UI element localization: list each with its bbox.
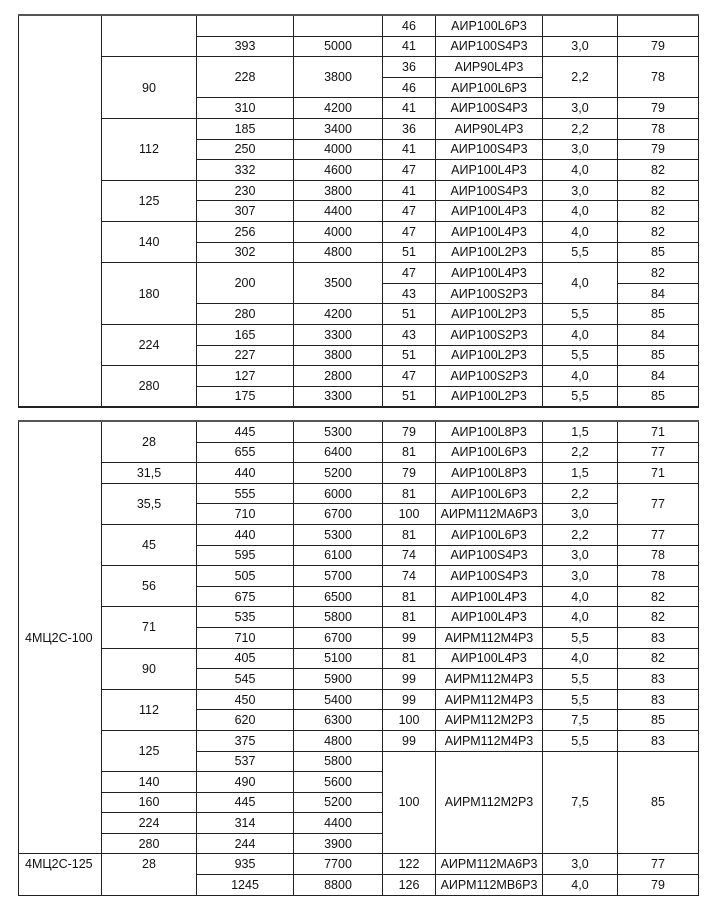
cell-ratio: 180 xyxy=(102,263,197,325)
cell-ratio: 280 xyxy=(102,366,197,408)
cell-efficiency: 82 xyxy=(618,221,699,242)
cell-ratio: 31,5 xyxy=(102,463,197,484)
cell-output-force: 6300 xyxy=(294,710,383,731)
cell-speed: 81 xyxy=(383,586,436,607)
cell-efficiency: 78 xyxy=(618,545,699,566)
cell-ratio: 224 xyxy=(102,324,197,365)
cell-output-force: 6700 xyxy=(294,627,383,648)
cell-output-torque: 450 xyxy=(197,689,294,710)
cell-output-force: 4000 xyxy=(294,221,383,242)
table-row xyxy=(19,118,699,139)
cell-speed: 100 xyxy=(383,710,436,731)
cell-output-torque: 655 xyxy=(197,442,294,463)
cell-speed: 74 xyxy=(383,545,436,566)
cell-speed: 100 xyxy=(383,504,436,525)
cell-output-torque: 440 xyxy=(197,524,294,545)
cell-motor-type: АИР100L6Р3 xyxy=(436,15,543,36)
cell-ratio: 71 xyxy=(102,607,197,648)
cell-output-torque: 256 xyxy=(197,221,294,242)
cell-output-force: 5400 xyxy=(294,689,383,710)
cell-power: 3,0 xyxy=(543,180,618,201)
cell-efficiency: 85 xyxy=(618,345,699,366)
cell-output-torque: 620 xyxy=(197,710,294,731)
cell-motor-type: АИР100S4Р3 xyxy=(436,566,543,587)
cell-output-torque: 405 xyxy=(197,648,294,669)
cell-speed: 99 xyxy=(383,730,436,751)
cell-motor-type: АИР100L6Р3 xyxy=(436,442,543,463)
table-row xyxy=(19,180,699,201)
cell-efficiency: 85 xyxy=(618,386,699,407)
cell-speed: 46 xyxy=(383,77,436,98)
cell-speed: 99 xyxy=(383,669,436,690)
cell-speed: 81 xyxy=(383,483,436,504)
cell-speed: 47 xyxy=(383,160,436,181)
cell-output-force: 3400 xyxy=(294,118,383,139)
table-row xyxy=(19,463,699,484)
cell-power: 5,5 xyxy=(543,304,618,325)
cell-motor-type: АИРМ112М4Р3 xyxy=(436,689,543,710)
table-row xyxy=(19,524,699,545)
cell-efficiency: 83 xyxy=(618,627,699,648)
cell-output-torque: 200 xyxy=(197,263,294,304)
cell-output-force: 5100 xyxy=(294,648,383,669)
cell-motor-type: АИР100S4Р3 xyxy=(436,36,543,57)
cell-output-torque xyxy=(197,15,294,36)
cell-efficiency: 84 xyxy=(618,283,699,304)
cell-efficiency: 79 xyxy=(618,98,699,119)
cell-speed: 46 xyxy=(383,15,436,36)
cell-speed: 41 xyxy=(383,180,436,201)
cell-speed: 79 xyxy=(383,421,436,442)
cell-speed: 81 xyxy=(383,648,436,669)
cell-output-torque: 445 xyxy=(197,792,294,813)
cell-power: 2,2 xyxy=(543,57,618,98)
cell-speed: 81 xyxy=(383,442,436,463)
cell-efficiency: 71 xyxy=(618,463,699,484)
cell-power: 4,0 xyxy=(543,324,618,345)
cell-motor-type: АИР100S4Р3 xyxy=(436,545,543,566)
cell-efficiency: 78 xyxy=(618,566,699,587)
cell-motor-type: АИРМ112МВ6Р3 xyxy=(436,875,543,896)
cell-output-torque: 280 xyxy=(197,304,294,325)
cell-ratio xyxy=(102,15,197,57)
cell-motor-type: АИР100L6Р3 xyxy=(436,77,543,98)
cell-power: 3,0 xyxy=(543,566,618,587)
cell-speed: 43 xyxy=(383,283,436,304)
cell-power: 4,0 xyxy=(543,160,618,181)
cell-output-force: 4800 xyxy=(294,242,383,263)
cell-output-torque: 127 xyxy=(197,366,294,387)
table-row xyxy=(19,607,699,628)
cell-output-torque: 675 xyxy=(197,586,294,607)
cell-output-force: 4800 xyxy=(294,730,383,751)
cell-efficiency: 77 xyxy=(618,442,699,463)
cell-output-torque: 710 xyxy=(197,504,294,525)
cell-speed: 51 xyxy=(383,386,436,407)
cell-motor-type: АИР100L4Р3 xyxy=(436,160,543,181)
table-row xyxy=(19,421,699,442)
cell-motor-type: АИР100L4Р3 xyxy=(436,586,543,607)
cell-motor-type: АИР100L4Р3 xyxy=(436,263,543,284)
cell-power: 2,2 xyxy=(543,483,618,504)
table-row xyxy=(19,57,699,78)
cell-output-force: 5700 xyxy=(294,566,383,587)
cell-output-torque: 165 xyxy=(197,324,294,345)
cell-output-force: 4400 xyxy=(294,813,383,834)
cell-motor-type: АИРМ112М2Р3 xyxy=(436,710,543,731)
cell-efficiency: 71 xyxy=(618,421,699,442)
cell-output-torque: 545 xyxy=(197,669,294,690)
cell-motor-type: АИР100S2Р3 xyxy=(436,283,543,304)
cell-power: 7,5 xyxy=(543,710,618,731)
cell-motor-type: АИР100S4Р3 xyxy=(436,98,543,119)
cell-speed: 47 xyxy=(383,263,436,284)
cell-motor-type: АИР100L4Р3 xyxy=(436,648,543,669)
cell-output-force: 6400 xyxy=(294,442,383,463)
cell-output-force: 4400 xyxy=(294,201,383,222)
cell-output-force: 5300 xyxy=(294,524,383,545)
cell-efficiency: 82 xyxy=(618,160,699,181)
cell-power: 2,2 xyxy=(543,118,618,139)
cell-motor-type: АИР100L8Р3 xyxy=(436,421,543,442)
cell-motor-type: АИРМ112М4Р3 xyxy=(436,730,543,751)
motor-table-part-1 xyxy=(18,14,699,408)
cell-power: 4,0 xyxy=(543,648,618,669)
cell-output-force: 4600 xyxy=(294,160,383,181)
cell-efficiency xyxy=(618,15,699,36)
table-row xyxy=(19,263,699,284)
cell-efficiency: 79 xyxy=(618,875,699,896)
cell-motor-type: АИРМ112М2Р3 xyxy=(436,751,543,854)
table-row xyxy=(19,566,699,587)
cell-efficiency: 84 xyxy=(618,324,699,345)
cell-power: 3,0 xyxy=(543,36,618,57)
cell-motor-type: АИР100L2Р3 xyxy=(436,386,543,407)
cell-output-force: 5900 xyxy=(294,669,383,690)
cell-output-force: 5600 xyxy=(294,772,383,793)
cell-output-force: 3800 xyxy=(294,57,383,98)
table-row xyxy=(19,483,699,504)
cell-output-force: 7700 xyxy=(294,854,383,875)
cell-speed: 99 xyxy=(383,689,436,710)
cell-efficiency: 84 xyxy=(618,366,699,387)
cell-output-torque: 595 xyxy=(197,545,294,566)
cell-power: 5,5 xyxy=(543,627,618,648)
cell-speed: 47 xyxy=(383,366,436,387)
cell-output-force: 5200 xyxy=(294,792,383,813)
cell-motor-type: АИР100L4Р3 xyxy=(436,201,543,222)
cell-speed: 100 xyxy=(383,751,436,854)
cell-power: 4,0 xyxy=(543,875,618,896)
cell-output-torque: 332 xyxy=(197,160,294,181)
cell-power: 1,5 xyxy=(543,421,618,442)
cell-output-torque: 490 xyxy=(197,772,294,793)
cell-reducer-model: 4МЦ2С-125 xyxy=(19,854,102,895)
cell-output-force: 5200 xyxy=(294,463,383,484)
cell-power: 3,0 xyxy=(543,139,618,160)
cell-efficiency: 85 xyxy=(618,751,699,854)
cell-output-force: 4000 xyxy=(294,139,383,160)
cell-efficiency: 77 xyxy=(618,524,699,545)
cell-motor-type: АИРМ112МА6Р3 xyxy=(436,504,543,525)
cell-power: 4,0 xyxy=(543,201,618,222)
cell-ratio: 140 xyxy=(102,221,197,262)
cell-power: 2,2 xyxy=(543,524,618,545)
cell-efficiency: 83 xyxy=(618,730,699,751)
cell-output-torque: 440 xyxy=(197,463,294,484)
cell-ratio: 90 xyxy=(102,57,197,119)
cell-efficiency: 85 xyxy=(618,304,699,325)
cell-speed: 36 xyxy=(383,118,436,139)
cell-output-torque: 535 xyxy=(197,607,294,628)
cell-speed: 41 xyxy=(383,98,436,119)
cell-output-torque: 185 xyxy=(197,118,294,139)
cell-speed: 41 xyxy=(383,36,436,57)
cell-output-force: 6000 xyxy=(294,483,383,504)
table-row xyxy=(19,689,699,710)
cell-output-torque: 175 xyxy=(197,386,294,407)
cell-output-force: 6100 xyxy=(294,545,383,566)
cell-motor-type: АИР100S4Р3 xyxy=(436,180,543,201)
cell-speed: 81 xyxy=(383,607,436,628)
cell-motor-type: АИР100S2Р3 xyxy=(436,366,543,387)
table-row xyxy=(19,366,699,387)
cell-output-force: 3900 xyxy=(294,833,383,854)
table-row xyxy=(19,854,699,875)
cell-power: 5,5 xyxy=(543,242,618,263)
cell-output-force: 5300 xyxy=(294,421,383,442)
cell-efficiency: 82 xyxy=(618,180,699,201)
cell-ratio: 140 xyxy=(102,772,197,793)
cell-reducer-model: 4МЦ2С-100 xyxy=(19,421,102,854)
cell-output-force: 5000 xyxy=(294,36,383,57)
cell-output-torque: 445 xyxy=(197,421,294,442)
cell-speed: 99 xyxy=(383,627,436,648)
cell-motor-type: АИРМ112МА6Р3 xyxy=(436,854,543,875)
cell-ratio: 28 xyxy=(102,421,197,463)
cell-power: 3,0 xyxy=(543,854,618,875)
table-row xyxy=(19,648,699,669)
cell-output-torque: 505 xyxy=(197,566,294,587)
cell-motor-type: АИР100L8Р3 xyxy=(436,463,543,484)
cell-speed: 51 xyxy=(383,242,436,263)
cell-output-torque: 710 xyxy=(197,627,294,648)
cell-speed: 81 xyxy=(383,524,436,545)
cell-power: 4,0 xyxy=(543,221,618,242)
cell-ratio: 112 xyxy=(102,118,197,180)
cell-efficiency: 83 xyxy=(618,689,699,710)
table-row xyxy=(19,730,699,751)
cell-output-force xyxy=(294,15,383,36)
cell-power: 4,0 xyxy=(543,263,618,304)
cell-power: 5,5 xyxy=(543,345,618,366)
cell-motor-type: АИР100L6Р3 xyxy=(436,524,543,545)
cell-speed: 79 xyxy=(383,463,436,484)
cell-output-torque: 935 xyxy=(197,854,294,875)
cell-output-force: 3500 xyxy=(294,263,383,304)
cell-ratio: 90 xyxy=(102,648,197,689)
cell-motor-type: АИРМ112М4Р3 xyxy=(436,669,543,690)
cell-motor-type: АИР90L4Р3 xyxy=(436,118,543,139)
table-row xyxy=(19,15,699,36)
cell-efficiency: 78 xyxy=(618,118,699,139)
cell-output-force: 5800 xyxy=(294,751,383,772)
cell-motor-type: АИР100S2Р3 xyxy=(436,324,543,345)
cell-speed: 74 xyxy=(383,566,436,587)
cell-ratio: 224 xyxy=(102,813,197,834)
cell-ratio: 125 xyxy=(102,730,197,771)
cell-output-torque: 310 xyxy=(197,98,294,119)
cell-motor-type: АИР100L6Р3 xyxy=(436,483,543,504)
cell-output-force: 3300 xyxy=(294,386,383,407)
cell-efficiency: 78 xyxy=(618,57,699,98)
cell-efficiency: 82 xyxy=(618,648,699,669)
cell-efficiency: 85 xyxy=(618,242,699,263)
cell-power: 7,5 xyxy=(543,751,618,854)
cell-efficiency: 82 xyxy=(618,586,699,607)
cell-output-force: 4200 xyxy=(294,98,383,119)
cell-output-torque: 228 xyxy=(197,57,294,98)
cell-motor-type: АИР100L2Р3 xyxy=(436,345,543,366)
cell-ratio: 112 xyxy=(102,689,197,730)
cell-ratio: 160 xyxy=(102,792,197,813)
table-row xyxy=(19,324,699,345)
cell-speed: 36 xyxy=(383,57,436,78)
cell-efficiency: 82 xyxy=(618,201,699,222)
cell-speed: 47 xyxy=(383,201,436,222)
cell-ratio: 56 xyxy=(102,566,197,607)
cell-output-force: 3800 xyxy=(294,345,383,366)
cell-ratio: 125 xyxy=(102,180,197,221)
cell-motor-type: АИР100L4Р3 xyxy=(436,221,543,242)
cell-output-force: 3800 xyxy=(294,180,383,201)
cell-speed: 41 xyxy=(383,139,436,160)
cell-efficiency: 79 xyxy=(618,36,699,57)
cell-power xyxy=(543,15,618,36)
cell-power: 3,0 xyxy=(543,545,618,566)
cell-output-torque: 227 xyxy=(197,345,294,366)
cell-output-torque: 537 xyxy=(197,751,294,772)
cell-motor-type: АИР100S4Р3 xyxy=(436,139,543,160)
cell-efficiency: 83 xyxy=(618,669,699,690)
cell-power: 4,0 xyxy=(543,607,618,628)
cell-output-torque: 1245 xyxy=(197,875,294,896)
cell-efficiency: 85 xyxy=(618,710,699,731)
cell-output-torque: 393 xyxy=(197,36,294,57)
cell-motor-type: АИР100L2Р3 xyxy=(436,242,543,263)
cell-motor-type: АИР90L4Р3 xyxy=(436,57,543,78)
cell-speed: 51 xyxy=(383,345,436,366)
cell-ratio: 45 xyxy=(102,524,197,565)
cell-output-torque: 302 xyxy=(197,242,294,263)
cell-ratio: 28 xyxy=(102,854,197,895)
cell-power: 1,5 xyxy=(543,463,618,484)
cell-power: 3,0 xyxy=(543,504,618,525)
cell-power: 3,0 xyxy=(543,98,618,119)
cell-motor-type: АИРМ112М4Р3 xyxy=(436,627,543,648)
cell-speed: 126 xyxy=(383,875,436,896)
cell-power: 5,5 xyxy=(543,386,618,407)
cell-efficiency: 77 xyxy=(618,854,699,875)
table-row xyxy=(19,221,699,242)
cell-output-force: 8800 xyxy=(294,875,383,896)
cell-speed: 122 xyxy=(383,854,436,875)
cell-output-force: 4200 xyxy=(294,304,383,325)
cell-output-force: 5800 xyxy=(294,607,383,628)
cell-output-torque: 250 xyxy=(197,139,294,160)
cell-power: 4,0 xyxy=(543,586,618,607)
cell-speed: 43 xyxy=(383,324,436,345)
cell-efficiency: 79 xyxy=(618,139,699,160)
cell-output-force: 2800 xyxy=(294,366,383,387)
cell-output-torque: 307 xyxy=(197,201,294,222)
cell-power: 5,5 xyxy=(543,689,618,710)
cell-reducer-model xyxy=(19,15,102,407)
cell-efficiency: 82 xyxy=(618,263,699,284)
cell-ratio: 35,5 xyxy=(102,483,197,524)
cell-output-torque: 375 xyxy=(197,730,294,751)
cell-output-force: 6700 xyxy=(294,504,383,525)
cell-speed: 47 xyxy=(383,221,436,242)
motor-table-part-2 xyxy=(18,420,699,896)
cell-output-torque: 555 xyxy=(197,483,294,504)
cell-efficiency: 82 xyxy=(618,607,699,628)
cell-power: 2,2 xyxy=(543,442,618,463)
cell-power: 5,5 xyxy=(543,730,618,751)
cell-motor-type: АИР100L4Р3 xyxy=(436,607,543,628)
cell-motor-type: АИР100L2Р3 xyxy=(436,304,543,325)
cell-efficiency: 77 xyxy=(618,483,699,524)
cell-output-torque: 244 xyxy=(197,833,294,854)
cell-output-force: 6500 xyxy=(294,586,383,607)
cell-power: 5,5 xyxy=(543,669,618,690)
cell-output-torque: 314 xyxy=(197,813,294,834)
cell-output-force: 3300 xyxy=(294,324,383,345)
cell-power: 4,0 xyxy=(543,366,618,387)
cell-output-torque: 230 xyxy=(197,180,294,201)
cell-ratio: 280 xyxy=(102,833,197,854)
cell-speed: 51 xyxy=(383,304,436,325)
